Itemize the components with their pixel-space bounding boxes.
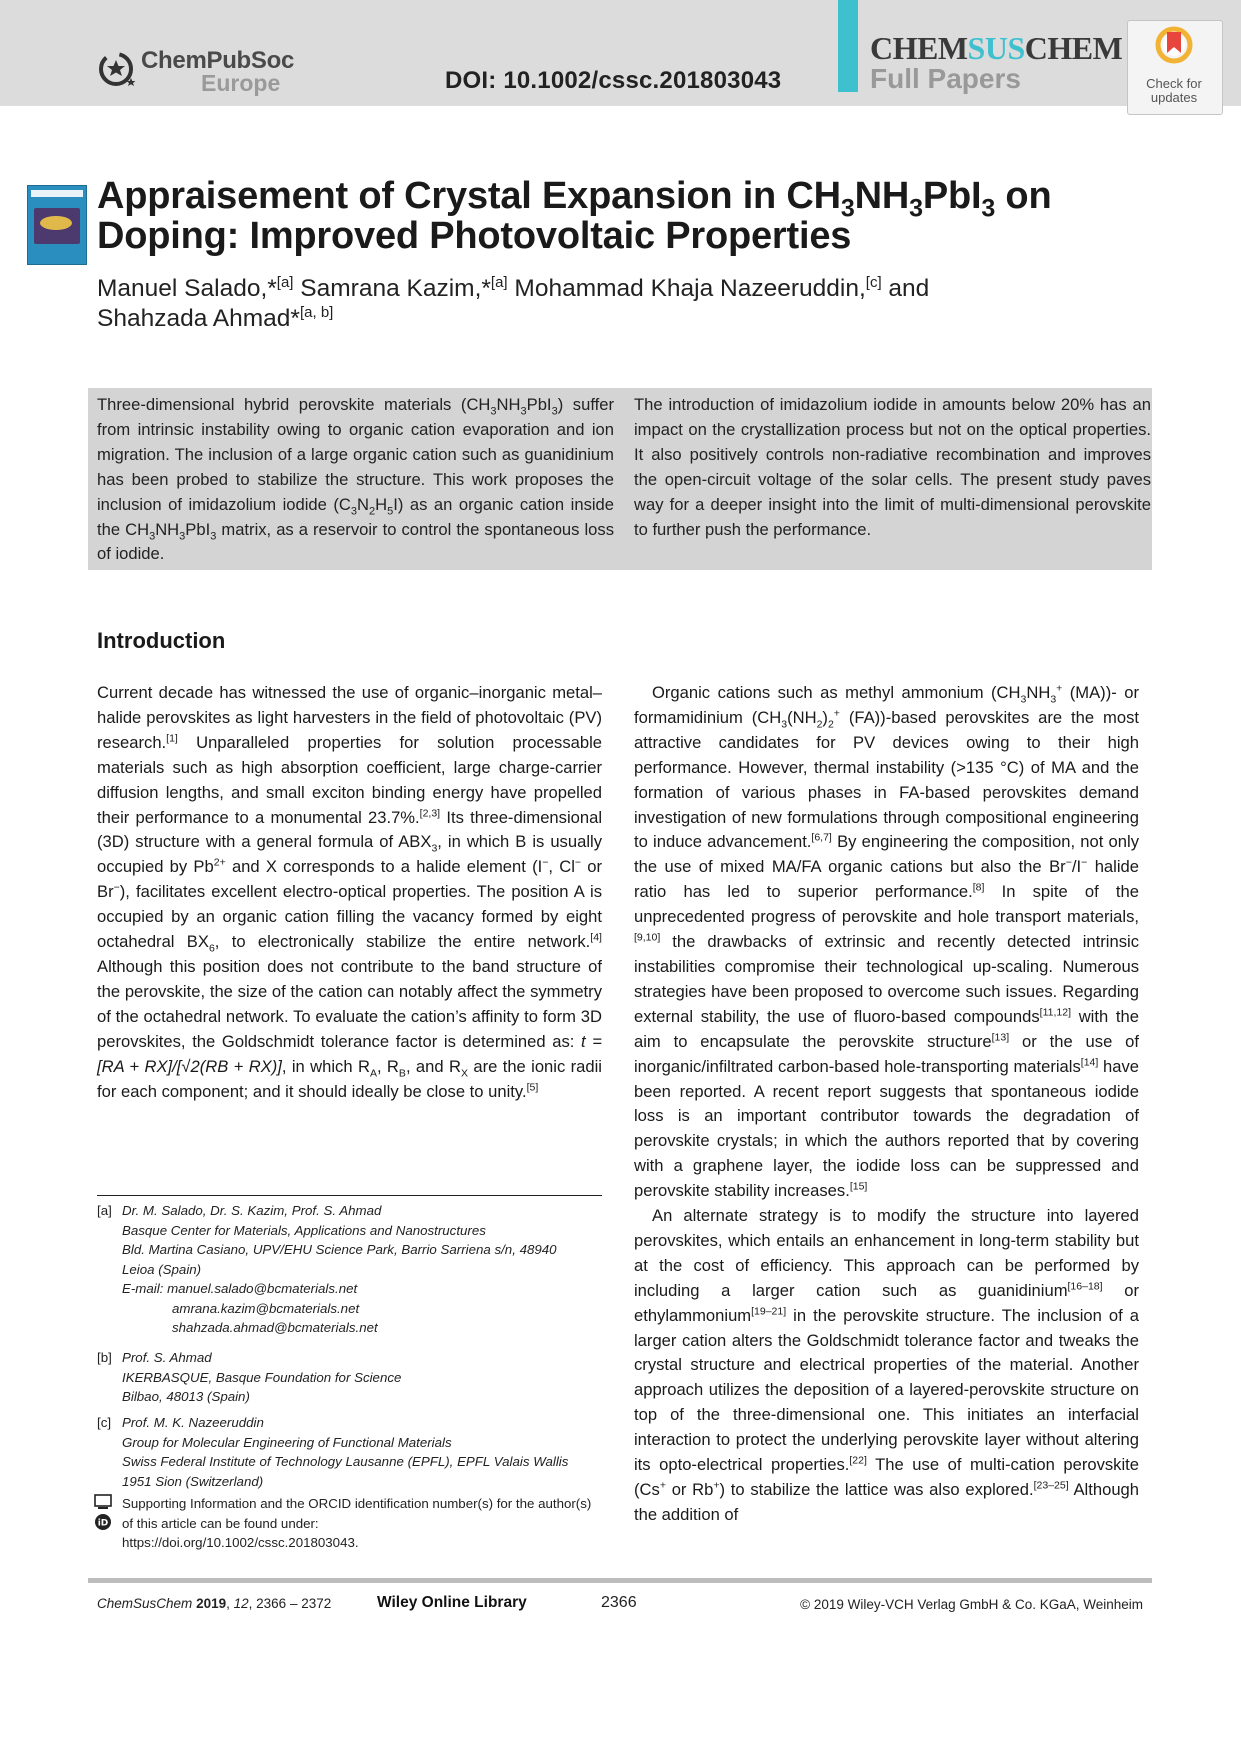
citation-link[interactable]: [11,12] xyxy=(1039,1006,1071,1019)
citation-link[interactable]: [9,10] xyxy=(634,931,661,944)
check-for-updates-label: Check for updates xyxy=(1146,76,1202,105)
article-type: Full Papers xyxy=(870,63,1021,94)
citation-link[interactable]: [23–25] xyxy=(1033,1479,1069,1492)
affiliation-b: [b] Prof. S. Ahmad IKERBASQUE, Basque Foundation for Science Bilbao, 48013 (Spain) xyxy=(97,1350,402,1404)
citation-link[interactable]: [5] xyxy=(526,1080,539,1093)
footnote-divider xyxy=(97,1195,602,1196)
logo-text: ChemPubSoc xyxy=(141,47,295,74)
svg-text:iD: iD xyxy=(97,1518,109,1529)
intro-paragraph-1: Current decade has witnessed the use of organic–inorganic metal–halide perovskites as light harvesters in the field of photovoltaic (PV) research.[1] Unparalleled properties for solution processable materials such as high absorption coefficient, large charge-carrier diffusion lengths, and small exciton binding energy have propelled their performance to a monumental 23.7%.[2,3] Its three-dimensional (3D) structure with a general formula of $ABX_3$, in which B is usually occupied by $Pb^{2+}$ and X corresponds to a halide element (I−, Cl− or Br−), facilitates excellent electro-optical properties. The position A is occupied by an organic cation filling the vacancy formed by eight octahedral $BX_6$, to electronically stabilize the entire network.[4] Although this position does not contribute to the band structure of the perovskite, the size of the cation can notably affect the symmetry of the octahedral network. To evaluate the cation’s affinity to form 3D perovskites, the Goldschmidt tolerance factor is determined as: t = [RA + RX]/[√2(RB + RX)], in which $R_A$, $R_B$, and $R_X$ are the ionic radii for each component; and it should ideally be close to unity.[5] xyxy=(97,683,603,1101)
email-link[interactable]: E-mail: manuel.salado@bcmaterials.net xyxy=(122,1281,358,1296)
journal-accent-bar xyxy=(838,0,858,92)
supporting-info-link[interactable]: https://doi.org/10.1002/cssc.201803043. xyxy=(122,1535,359,1550)
citation-link[interactable]: [14] xyxy=(1080,1056,1099,1069)
journal-title: CHEMSUSCHEM xyxy=(870,30,1123,66)
citation-link[interactable]: [19–21] xyxy=(751,1305,787,1318)
journal-cover-thumbnail[interactable] xyxy=(27,185,87,265)
intro-paragraph-3: An alternate strategy is to modify the structure into layered perovskites, which entails an enhancement in long-term stability but at the cost of efficiency. This approach can be performed by including a larger cation such as guanidinium[16–18] or ethylammonium[19–21] in the perovskite structure. The inclusion of a larger cation alters the Goldschmidt tolerance factor and tweaks the crystal structure and electrical properties of the material. Another approach utilizes the deposition of a layered-perovskite structure on top of the three-dimensional one. This initiates an interfacial interaction to protect the underlying perovskite layer without altering its opto-electrical properties.[22] The use of multi-cation perovskite (Cs+ or Rb+) to stabilize the lattice was also explored.[23–25] Although the addition of xyxy=(634,1206,1139,1524)
email-link[interactable]: shahzada.ahmad@bcmaterials.net xyxy=(172,1320,378,1335)
citation-link[interactable]: [16–18] xyxy=(1067,1280,1103,1293)
affiliation-a: [a] Dr. M. Salado, Dr. S. Kazim, Prof. S. Ahmad Basque Center for Materials, Applications and Nanostructures Bld. Martina Casiano, UPV/EHU Science Park, Barrio Sarriena s/n, 48940 Leioa (Spain) E-mail: manuel.salado@bcmaterials.net amrana.kazim@bcmaterials.net shahzada.ahmad@bcmaterials.net xyxy=(97,1201,617,1338)
intro-paragraph-2: Organic cations such as methyl ammonium ($CH_3NH_3^+$ (MA))- or formamidinium ($CH_3(NH_2)_2^+$ (FA))-based perovskites are the most attractive candidates for PV devices owing to their high performance. However, thermal instability (>135 °C) of MA and the formation of various phases in FA-based perovskites demand investigation of new formulations through compositional engineering to induce advancement.[6,7] By engineering the composition, not only the use of mixed MA/FA organic cations but also the Br−/I− halide ratio has led to superior performance.[8] In spite of the unprecedented progress of perovskite and hole transport materials,[9,10] the drawbacks of extrinsic and recently detected intrinsic instabilities compromise their technological up-scaling. Numerous strategies have been proposed to overcome such issues. Regarding external stability, the use of fluoro-based compounds[11,12] with the aim to encapsulate the perovskite structure[13] or the use of inorganic/infiltrated carbon-based hole-transporting materials[14] have been reported. A recent report suggests that spontaneous iodide loss is an important contributor towards the degradation of perovskite crystals; in which the authors reported that by covering with a graphene layer, the iodide loss can be suppressed and perovskite stability increases.[15] xyxy=(634,682,1140,1201)
citation-link[interactable]: [15] xyxy=(849,1180,868,1193)
citation-link[interactable]: [1] xyxy=(166,732,178,745)
wiley-online-library-link[interactable]: Wiley Online Library xyxy=(377,1594,527,1611)
section-heading-introduction: Introduction xyxy=(97,628,226,653)
citation-link[interactable]: [2,3] xyxy=(419,807,441,819)
email-link[interactable]: amrana.kazim@bcmaterials.net xyxy=(172,1300,360,1316)
citation-link[interactable]: [6,7] xyxy=(811,831,832,844)
supporting-info-note: Supporting Information and the ORCID identification number(s) for the author(s) of this article can be found under: https://doi.org/10.1002/cssc.201803043. xyxy=(122,1496,592,1550)
affiliation-c: [c] Prof. M. K. Nazeeruddin Group for Molecular Engineering of Functional Materials Swiss Federal Institute of Technology Lausanne (EPFL), EPFL Valais Wallis 1951 Sion (Switzerland) xyxy=(97,1415,569,1489)
logo-region: Europe xyxy=(201,70,281,96)
doi-link[interactable]: DOI: 10.1002/cssc.201803043 xyxy=(445,67,782,94)
copyright-notice: © 2019 Wiley-VCH Verlag GmbH & Co. KGaA, Weinheim xyxy=(800,1597,1143,1612)
citation-link[interactable]: [8] xyxy=(972,881,985,894)
intro-left-column xyxy=(97,681,602,1104)
intro-right-column xyxy=(634,681,1139,1528)
page-number: 2366 xyxy=(601,1594,637,1611)
citation-link[interactable]: [13] xyxy=(991,1031,1010,1044)
footer-rule xyxy=(88,1578,1152,1583)
citation-link[interactable]: [22] xyxy=(849,1454,867,1467)
supporting-info-icon xyxy=(94,1494,112,1534)
article-title: Appraisement of Crystal Expansion in $CH_3NH_3PbI_3$ on Doping: Improved Photovoltaic Properties xyxy=(97,175,1052,257)
citation-link[interactable]: [4] xyxy=(590,931,602,944)
crossmark-icon xyxy=(1155,26,1193,64)
abstract-left: Three-dimensional hybrid perovskite materials $(CH_3NH_3PbI_3)$ suffer from intrinsic instability owing to organic cation evaporation and ion migration. The inclusion of a large organic cation such as guanidinium has been probed to stabilize the structure. This work proposes the inclusion of imidazolium iodide $(C_3N_2H_5I)$ as an organic cation inside the $CH_3NH_3PbI_3$ matrix, as a reservoir to control the spontaneous loss of iodide. xyxy=(97,395,615,564)
footer-citation: ChemSusChem 2019, 12, 2366 – 2372 xyxy=(97,1596,332,1611)
chempubsoc-logo-icon xyxy=(98,48,138,88)
abstract-right: The introduction of imidazolium iodide in amounts below 20% has an impact on the crystallization process but not on the optical properties. It also positively controls non-radiative recombination and improves the open-circuit voltage of the solar cells. The present study paves way for a deeper insight into the limit of multi-dimensional perovskite to further push the performance. xyxy=(634,395,1151,539)
author-list: Manuel Salado,*[a] Samrana Kazim,*[a] Mohammad Khaja Nazeeruddin,[c] and Shahzada Ahmad*[a, b] xyxy=(97,273,930,332)
